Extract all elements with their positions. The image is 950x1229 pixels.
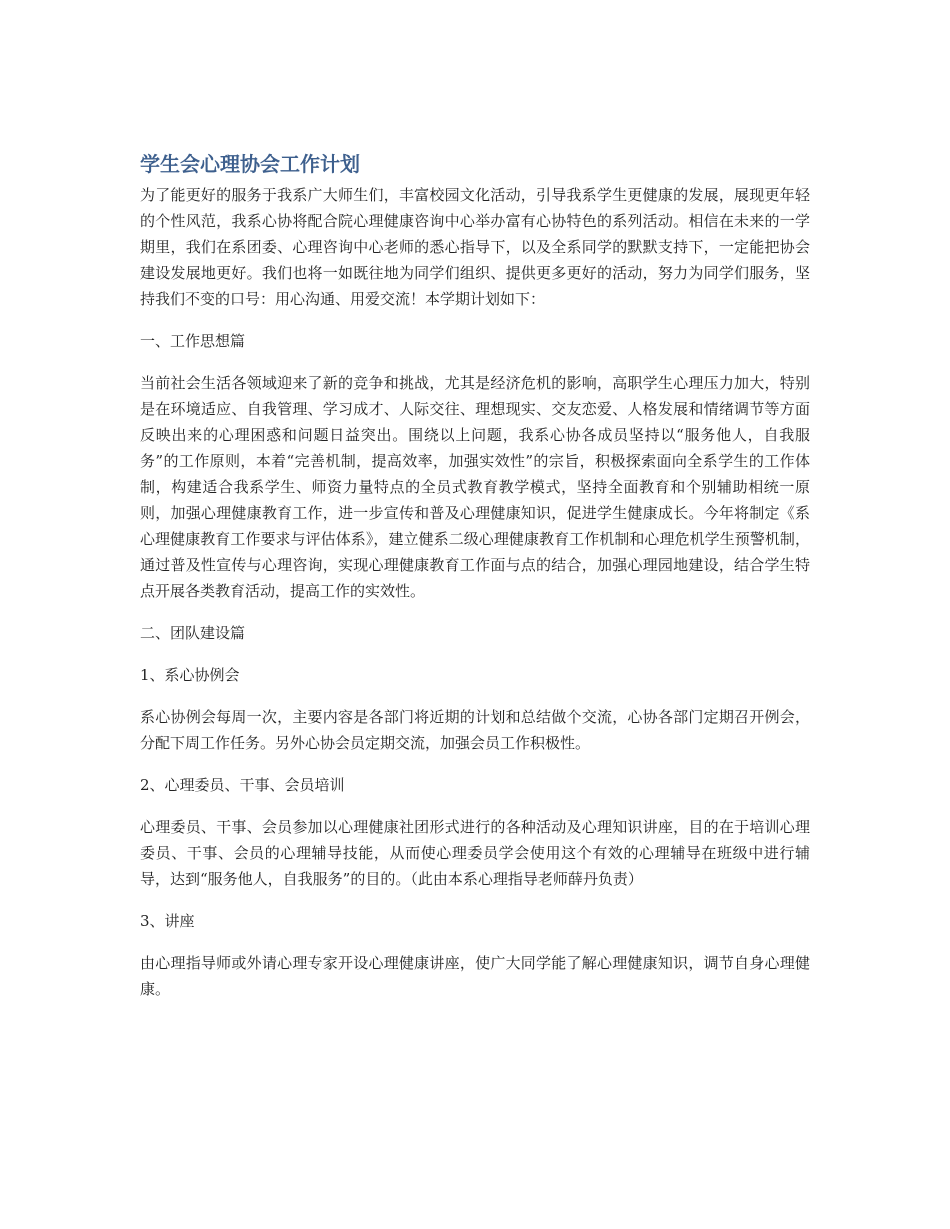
section-heading-work-thought: 一、工作思想篇 [140,332,246,350]
spacer [140,354,810,370]
subsection-heading-lecture: 3、讲座 [140,912,195,930]
document-page [140,148,810,1002]
spacer [140,604,810,620]
document-title: 学生会心理协会工作计划 [140,152,360,176]
spacer [140,798,810,814]
spacer [140,892,810,908]
subsection-body-meeting: 系心协例会每周一次，主要内容是各部门将近期的计划和总结做个交流，心协各部门定期召开例会，分配下周工作任务。另外心协会员定期交流，加强会员工作积极性。 [140,708,810,752]
section-body-work-thought: 当前社会生活各领域迎来了新的竞争和挑战，尤其是经济危机的影响，高职学生心理压力加大，特别是在环境适应、自我管理、学习成才、人际交往、理想现实、交友恋爱、人格发展和情绪调节等方面反映出来的心理困惑和问题日益突出。围绕以上问题，我系心协各成员坚持以“服务他人，自我服务”的工作原则，本着“完善机制，提高效率，加强实效性”的宗旨，积极探索面向全系学生的工作体制，构建适合我系学生、师资力量特点的全员式教育教学模式，坚持全面教育和个别辅助相统一原则，加强心理健康教育工作，进一步宣传和普及心理健康知识，促进学生健康成长。今年将制定《系心理健康教育工作要求与评估体系》，建立健系二级心理健康教育工作机制和心理危机学生预警机制，通过普及性宣传与心理咨询，实现心理健康教育工作面与点的结合，加强心理园地建设，结合学生特点开展各类教育活动，提高工作的实效性。 [140,374,810,600]
subsection-heading-meeting: 1、系心协例会 [140,666,240,684]
spacer [140,312,810,328]
subsection-body-training: 心理委员、干事、会员参加以心理健康社团形式进行的各种活动及心理知识讲座，目的在于培训心理委员、干事、会员的心理辅导技能，从而使心理委员学会使用这个有效的心理辅导在班级中进行辅导，达到“服务他人，自我服务”的目的。（此由本系心理指导老师薛丹负责） [140,818,810,888]
spacer [140,688,810,704]
intro-paragraph: 为了能更好的服务于我系广大师生们，丰富校园文化活动，引导我系学生更健康的发展，展现更年轻的个性风范，我系心协将配合院心理健康咨询中心举办富有心协特色的系列活动。相信在未来的一学期里，我们在系团委、心理咨询中心老师的悉心指导下，以及全系同学的默默支持下，一定能把协会建设发展地更好。我们也将一如既往地为同学们组织、提供更多更好的活动，努力为同学们服务，坚持我们不变的口号：用心沟通、用爱交流！本学期计划如下： [140,186,810,308]
spacer [140,756,810,772]
spacer [140,934,810,950]
subsection-heading-training: 2、心理委员、干事、会员培训 [140,776,345,794]
spacer [140,646,810,662]
subsection-body-lecture: 由心理指导师或外请心理专家开设心理健康讲座，使广大同学能了解心理健康知识，调节自身心理健康。 [140,954,810,998]
section-heading-team-building: 二、团队建设篇 [140,624,246,642]
